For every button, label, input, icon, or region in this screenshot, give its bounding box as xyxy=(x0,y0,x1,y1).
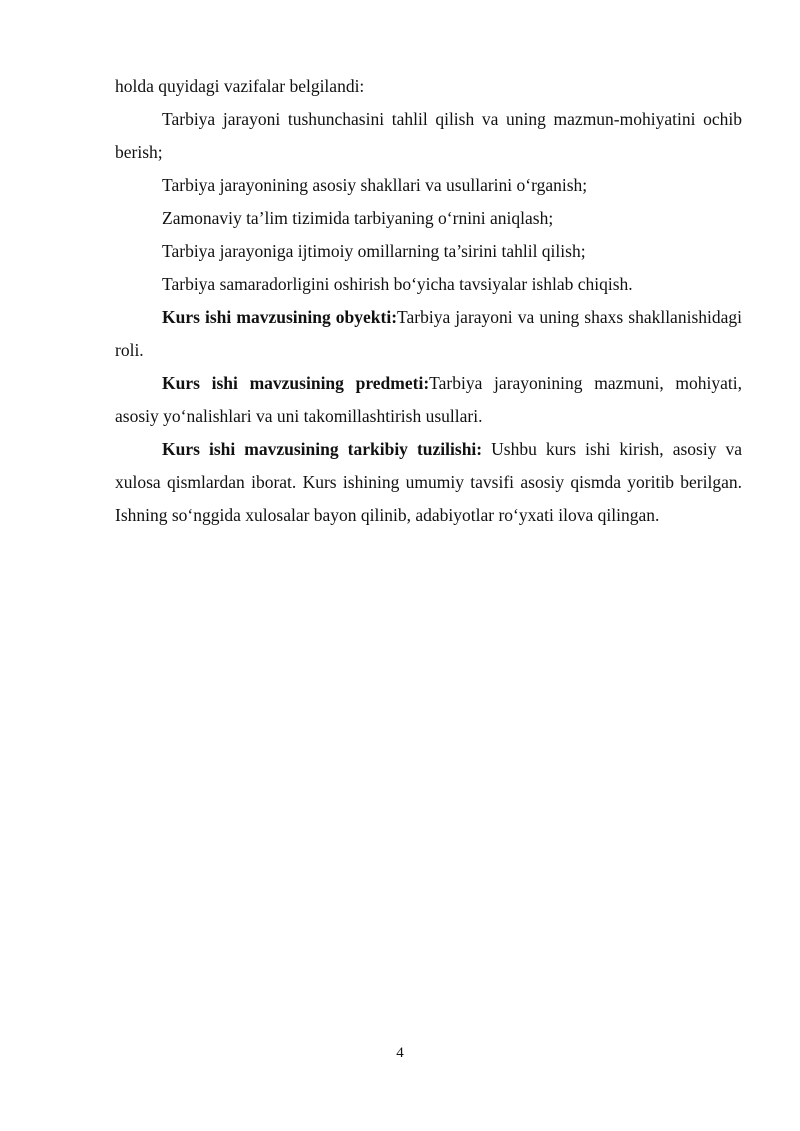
task-item-5 xyxy=(115,268,742,301)
paragraph-text: Tarbiya jarayonining asosiy shakllari va usullarini o‘rganish; xyxy=(162,175,588,195)
paragraph-text: holda quyidagi vazifalar belgilandi: xyxy=(115,76,365,96)
paragraph-heading: Kurs ishi mavzusining obyekti: xyxy=(162,307,398,327)
paragraph-intro xyxy=(115,70,742,103)
paragraph-text: Tarbiya jarayonining mazmuni, mohiyati, asosiy yo‘nalishlari va uni takomillashtirish usullari. xyxy=(115,373,742,426)
paragraph-structure xyxy=(115,433,742,532)
paragraph-subject xyxy=(115,367,742,433)
paragraph-text: Tarbiya samaradorligini oshirish bo‘yicha tavsiyalar ishlab chiqish. xyxy=(162,274,633,294)
paragraph-object xyxy=(115,301,742,367)
paragraph-text: Tarbiya jarayoni va uning shaxs shakllanishidagi roli. xyxy=(115,307,742,360)
task-item-2 xyxy=(115,169,742,202)
paragraph-heading: Kurs ishi mavzusining predmeti: xyxy=(162,373,430,393)
task-item-3 xyxy=(115,202,742,235)
paragraph-heading: Kurs ishi mavzusining tarkibiy tuzilishi: xyxy=(162,439,483,459)
paragraph-text: Ushbu kurs ishi kirish, asosiy va xulosa qismlardan iborat. Kurs ishining umumiy tavsifi asosiy qismda yoritib berilgan. Ishning so‘nggida xulosalar bayon qilinib, adabiyotlar ro‘yxati ilova qilingan. xyxy=(115,439,743,525)
task-item-4 xyxy=(115,235,742,268)
paragraph-text: Tarbiya jarayoniga ijtimoiy omillarning ta’sirini tahlil qilish; xyxy=(162,241,586,261)
page-number: 4 xyxy=(396,1045,404,1061)
paragraph-text: Zamonaviy ta’lim tizimida tarbiyaning o‘rnini aniqlash; xyxy=(162,208,554,228)
document-body xyxy=(115,70,742,532)
paragraph-text: Tarbiya jarayoni tushunchasini tahlil qilish va uning mazmun-mohiyatini ochib berish; xyxy=(115,109,742,162)
task-item-1 xyxy=(115,103,742,169)
